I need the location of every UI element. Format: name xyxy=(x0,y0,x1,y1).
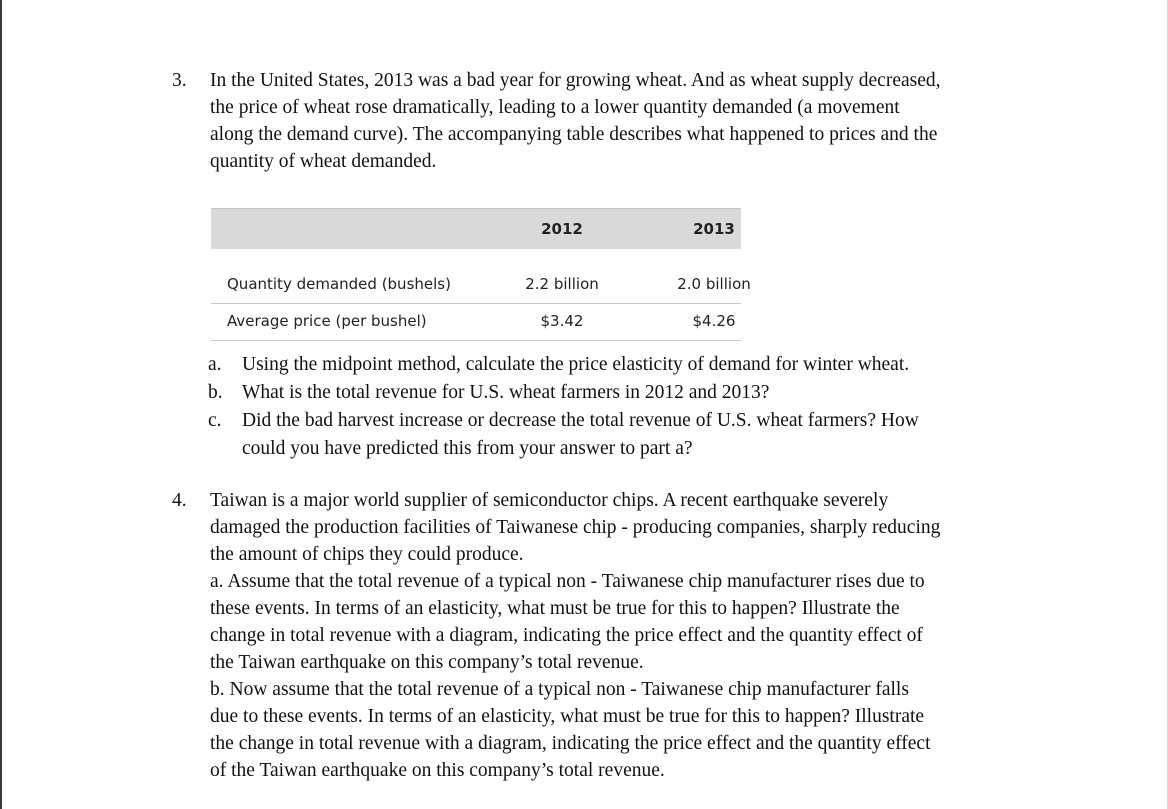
window-left-border xyxy=(0,0,2,809)
table-cell: $4.26 xyxy=(692,312,736,330)
question-4-line: a. Assume that the total revenue of a typical non - Taiwanese chip manufacturer rises due to xyxy=(210,571,925,592)
question-4-line: the change in total revenue with a diagram, indicating the price effect and the quantity effect xyxy=(210,733,931,754)
table-header-2012: 2012 xyxy=(541,220,583,238)
part-b xyxy=(208,379,1042,407)
question-3-line: In the United States, 2013 was a bad year for growing wheat. And as wheat supply decreased, xyxy=(210,70,941,91)
question-3-parts xyxy=(208,351,1042,463)
part-text-line: What is the total revenue for U.S. wheat farmers in 2012 and 2013? xyxy=(242,382,770,403)
part-c xyxy=(208,407,1042,463)
question-4-line: change in total revenue with a diagram, indicating the price effect and the quantity effect of xyxy=(210,625,923,646)
question-4-line: Taiwan is a major world supplier of semiconductor chips. A recent earthquake severely xyxy=(210,490,889,511)
table-header-2013: 2013 xyxy=(693,220,735,238)
question-4-line: the amount of chips they could produce. xyxy=(210,544,524,565)
part-letter: c. xyxy=(208,410,222,431)
part-a xyxy=(208,351,1042,379)
table-cell: 2.0 billion xyxy=(677,275,751,293)
question-3-number: 3. xyxy=(172,70,187,91)
question-4-line: these events. In terms of an elasticity, what must be true for this to happen? Illustrate the xyxy=(210,598,900,619)
part-text-line: Using the midpoint method, calculate the price elasticity of demand for winter wheat. xyxy=(242,354,910,375)
question-4-line: damaged the production facilities of Taiwanese chip - producing companies, sharply reducing xyxy=(210,517,941,538)
table-cell: 2.2 billion xyxy=(525,275,599,293)
question-4-line: b. Now assume that the total revenue of a typical non - Taiwanese chip manufacturer falls xyxy=(210,679,909,700)
question-4-line: of the Taiwan earthquake on this company’s total revenue. xyxy=(210,760,665,781)
table-cell: $3.42 xyxy=(540,312,584,330)
question-3-text xyxy=(210,67,1040,175)
table-row-price xyxy=(211,304,741,341)
table-row-quantity xyxy=(211,267,751,304)
table-cell-label: Average price (per bushel) xyxy=(227,312,427,330)
wheat-table xyxy=(211,208,751,341)
part-letter: a. xyxy=(208,354,222,375)
question-3-line: the price of wheat rose dramatically, leading to a lower quantity demanded (a movement xyxy=(210,97,900,118)
question-4-number: 4. xyxy=(172,490,187,511)
part-letter: b. xyxy=(208,382,223,403)
part-text-line: could you have predicted this from your answer to part a? xyxy=(242,438,693,459)
question-4-line: the Taiwan earthquake on this company’s total revenue. xyxy=(210,652,644,673)
table-header-row xyxy=(211,208,741,249)
table-cell-label: Quantity demanded (bushels) xyxy=(227,275,451,293)
question-4-text xyxy=(210,487,1050,784)
question-3-line: along the demand curve). The accompanying table describes what happened to prices and the xyxy=(210,124,938,145)
question-4-line: due to these events. In terms of an elasticity, what must be true for this to happen? Illustrate xyxy=(210,706,925,727)
question-3-line: quantity of wheat demanded. xyxy=(210,151,437,172)
part-text-line: Did the bad harvest increase or decrease the total revenue of U.S. wheat farmers? How xyxy=(242,410,919,431)
